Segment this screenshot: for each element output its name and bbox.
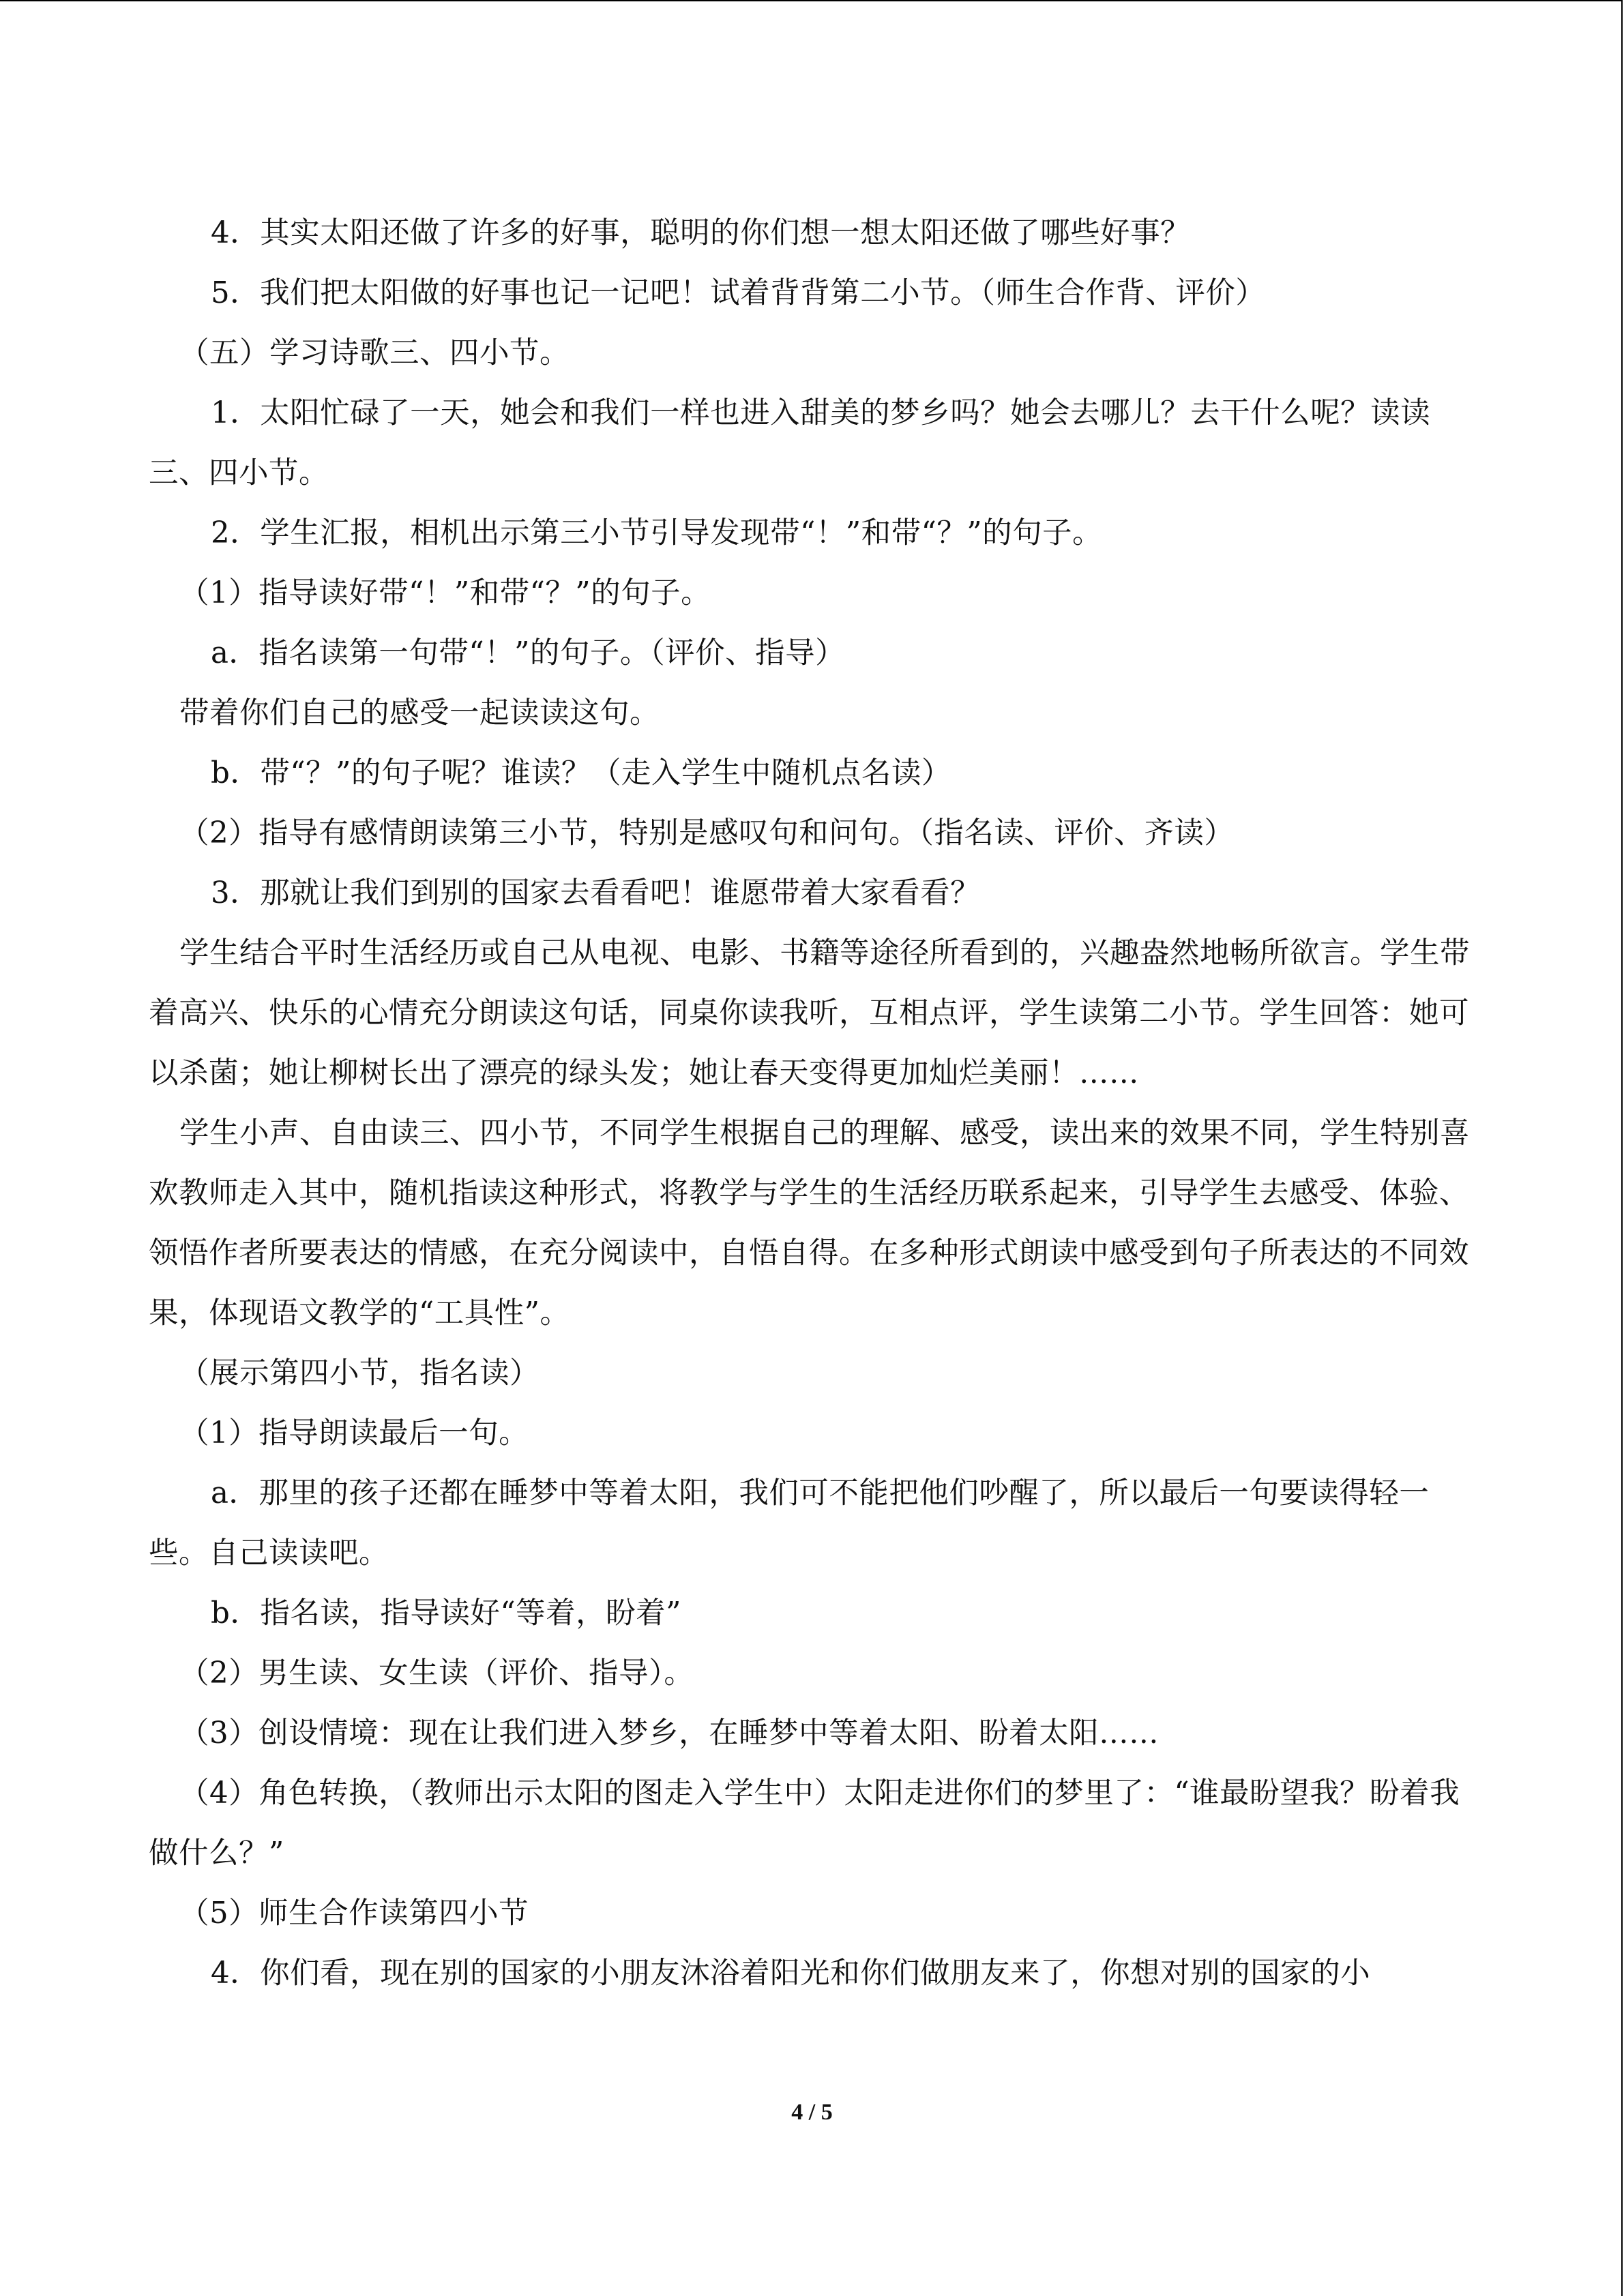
paragraph: 2．学生汇报，相机出示第三小节引导发现带“！”和带“？”的句子。 — [211, 516, 1103, 550]
paragraph: 3．那就让我们到别的国家去看看吧！谁愿带着大家看看？ — [211, 876, 981, 910]
paragraph: （2）男生读、女生读（评价、指导）。 — [179, 1656, 694, 1690]
paragraph: a．那里的孩子还都在睡梦中等着太阳，我们可不能把他们吵醒了，所以最后一句要读得轻一些。自己读读吧。 — [149, 1476, 1430, 1570]
paragraph: （5）师生合作读第四小节 — [179, 1896, 529, 1930]
paragraph: （1）指导朗读最后一句。 — [179, 1416, 529, 1450]
paragraph: （3）创设情境：现在让我们进入梦乡，在睡梦中等着太阳、盼着太阳…… — [179, 1716, 1160, 1750]
paragraph: 带着你们自己的感受一起读读这句。 — [179, 696, 660, 730]
page-number: 4 / 5 — [791, 2100, 833, 2125]
section-heading: （五）学习诗歌三、四小节。 — [179, 336, 570, 370]
paragraph: （4）角色转换，（教师出示太阳的图走入学生中）太阳走进你们的梦里了：“谁最盼望我？盼着我做什么？” — [149, 1776, 1460, 1870]
paragraph: 1．太阳忙碌了一天，她会和我们一样也进入甜美的梦乡吗？她会去哪儿？去干什么呢？读读三、四小节。 — [149, 396, 1431, 490]
paragraph: 学生小声、自由读三、四小节，不同学生根据自己的理解、感受，读出来的效果不同，学生特别喜欢教师走入其中，随机指读这种形式，将教学与学生的生活经历联系起来，引导学生去感受、体验、领悟作者所要表达的情感，在充分阅读中，自悟自得。在多种形式朗读中感受到句子所表达的不同效果，体现语文教学的“工具性”。 — [149, 1116, 1470, 1330]
paragraph: 学生结合平时生活经历或自己从电视、电影、书籍等途径所看到的，兴趣盎然地畅所欲言。学生带着高兴、快乐的心情充分朗读这句话，同桌你读我听，互相点评，学生读第二小节。学生回答：她可以杀菌；她让柳树长出了漂亮的绿头发；她让春天变得更加灿烂美丽！…… — [149, 936, 1470, 1090]
paragraph: （1）指导读好带“！”和带“？”的句子。 — [179, 576, 711, 610]
paragraph: b．带“？”的句子呢？谁读？（走入学生中随机点名读） — [211, 756, 951, 790]
paragraph: 4．你们看，现在别的国家的小朋友沐浴着阳光和你们做朋友来了，你想对别的国家的小 — [211, 1956, 1371, 1991]
paragraph: （2）指导有感情朗读第三小节，特别是感叹句和问句。（指名读、评价、齐读） — [179, 816, 1235, 850]
document-body — [149, 203, 1476, 2003]
paragraph: a．指名读第一句带“！”的句子。（评价、指导） — [211, 636, 846, 670]
paragraph: 5．我们把太阳做的好事也记一记吧！试着背背第二小节。（师生合作背、评价） — [211, 276, 1266, 310]
paragraph: 4．其实太阳还做了许多的好事，聪明的你们想一想太阳还做了哪些好事？ — [211, 216, 1191, 250]
paragraph: （展示第四小节，指名读） — [179, 1356, 540, 1390]
paragraph: b．指名读，指导读好“等着，盼着” — [211, 1596, 681, 1630]
